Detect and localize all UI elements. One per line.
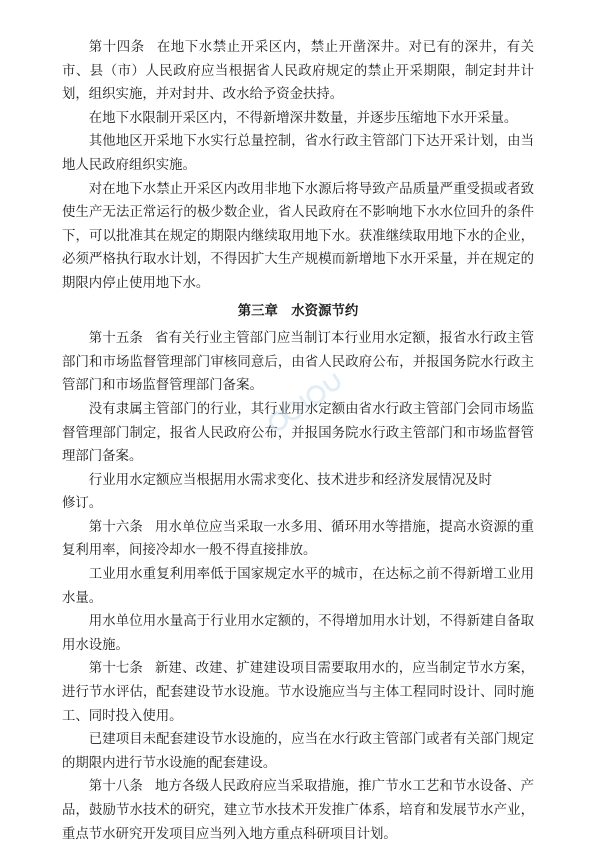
paragraph-text: 其他地区开采地下水实行总量控制，省水行政主管部门下达开采计划，由当地人民政府组织实施。 <box>62 134 534 173</box>
paragraph-text: 新建、改建、扩建建设项目需要取用水的，应当制定节水方案，进行节水评估，配套建设节水设施。节水设施应当与主体工程同时设计、同时施工、同时投入使用。 <box>62 661 535 724</box>
paragraph-text: 地方各级人民政府应当采取措施，推广节水工艺和节水设备、产品，鼓励节水技术的研究，建立节水技术开发推广体系，培育和发展节水产业，重点节水研究开发项目应当列入地方重点科研项目计划。 <box>62 779 535 842</box>
article-number: 第十四条 <box>88 40 145 55</box>
article-paragraph <box>62 398 534 469</box>
article-number: 第十八条 <box>88 779 143 795</box>
document-body <box>62 36 534 846</box>
paragraph-text: 行业用水定额应当根据用水需求变化、技术进步和经济发展情况及时修订。 <box>62 472 492 512</box>
paragraph-text: 省有关行业主管部门应当制订本行业用水定额，报省水行政主管部门和市场监督管理部门审核同意后，由省人民政府公布，并报国务院水行政主管部门和市场监督管理部门备案。 <box>62 331 535 394</box>
article-paragraph <box>62 130 534 177</box>
paragraph-text: 没有隶属主管部门的行业，其行业用水定额由省水行政主管部门会同市场监督管理部门制定，报省人民政府公布，并报国务院水行政主管部门和市场监督管理部门备案。 <box>62 401 534 465</box>
article-paragraph <box>62 657 534 728</box>
paragraph-text: 在地下水禁止开采区内，禁止开凿深井。对已有的深井，有关市、县（市）人民政府应当根据省人民政府规定的禁止开采期限，制定封井计划，组织实施，并对封井、改水给予资金扶持。 <box>62 40 534 103</box>
article-paragraph <box>62 728 534 775</box>
article-number: 第十六条 <box>88 519 143 535</box>
article-paragraph <box>62 775 534 846</box>
paragraph-text: 用水单位应当采取一水多用、循环用水等措施，提高水资源的重复利用率，间接冷却水一般不得直接排放。 <box>62 519 535 559</box>
article-number: 第十七条 <box>88 661 143 677</box>
article-paragraph <box>62 178 534 296</box>
article-paragraph <box>62 107 534 131</box>
paragraph-text: 对在地下水禁止开采区内改用非地下水源后将导致产品质量严重受损或者致使生产无法正常运行的极少数企业，省人民政府在不影响地下水水位回升的条件下，可以批准其在规定的期限内继续取用地下水。获准继续取用地下水的企业，必须严格执行取水计划，不得因扩大生产规模而新增地下水开采量，并在规定的期限内停止使用地下水。 <box>62 181 534 291</box>
article-paragraph <box>62 469 492 516</box>
paragraph-text: 工业用水重复利用率低于国家规定水平的城市，在达标之前不得新增工业用水量。 <box>62 567 534 606</box>
paragraph-text: 用水单位用水量高于行业用水定额的，不得增加用水计划，不得新建自备取用水设施。 <box>62 614 534 653</box>
paragraph-text: 在地下水限制开采区内，不得新增深井数量，并逐步压缩地下水开采量。 <box>88 110 518 126</box>
article-paragraph <box>62 516 534 563</box>
article-paragraph <box>62 327 534 398</box>
article-paragraph <box>62 563 534 610</box>
article-number: 第十五条 <box>88 331 143 347</box>
article-paragraph <box>62 36 534 107</box>
paragraph-text: 已建项目未配套建设节水设施的，应当在水行政主管部门或者有关部门规定的期限内进行节水设施的配套建设。 <box>62 732 534 771</box>
article-paragraph <box>62 610 534 657</box>
chapter-title: 第三章 水资源节约 <box>237 303 359 319</box>
